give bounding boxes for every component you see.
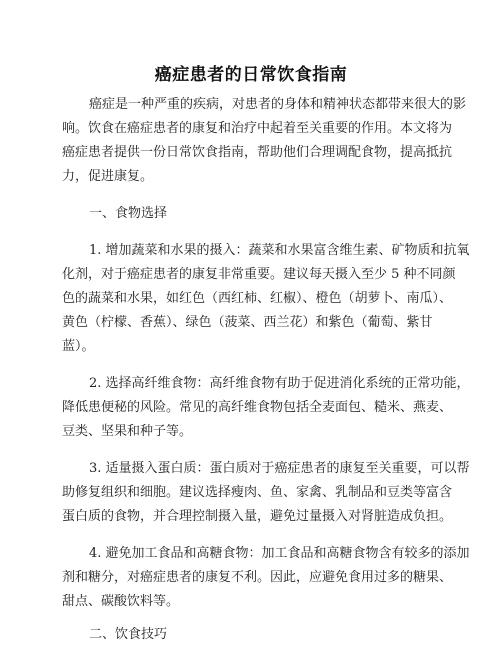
paragraph-line: 癌症是一种严重的疾病，对患者的身体和精神状态都带来很大的影 [89, 97, 467, 112]
section-heading: 二、饮食技巧 [89, 627, 168, 642]
section-heading: 一、食物选择 [89, 206, 168, 221]
paragraph-line: 甜点、碳酸饮料等。 [62, 594, 180, 609]
paragraph-line: 4. 避免加工食品和高糖食物：加工食品和高糖食物含有较多的添加 [89, 546, 470, 561]
paragraph-line: 豆类、坚果和种子等。 [62, 424, 193, 439]
paragraph-line: 2. 选择高纤维食物：高纤维食物有助于促进消化系统的正常功能， [89, 376, 470, 391]
paragraph-line: 黄色（柠檬、香蕉）、绿色（菠菜、西兰花）和紫色（葡萄、紫甘 [62, 315, 433, 330]
paragraph-line: 力，促进康复。 [62, 169, 154, 184]
paragraph-line: 蛋白质的食物，并合理控制摄入量，避免过量摄入对肾脏造成负担。 [62, 509, 453, 524]
paragraph-line: 剂和糖分，对癌症患者的康复不利。因此，应避免食用过多的糖果、 [62, 570, 453, 585]
paragraph-line: 蓝）。 [62, 339, 95, 354]
document-title: 癌症患者的日常饮食指南 [154, 65, 348, 85]
paragraph-line: 化剂，对于癌症患者的康复非常重要。建议每天摄入至少 5 种不同颜 [62, 267, 456, 282]
paragraph-line: 助修复组织和细胞。建议选择瘦肉、鱼、家禽、乳制品和豆类等富含 [62, 485, 453, 500]
paragraph-line: 1. 增加蔬菜和水果的摄入：蔬菜和水果富含维生素、矿物质和抗氧 [89, 243, 470, 258]
paragraph-line: 癌症患者提供一份日常饮食指南，帮助他们合理调配食物，提高抵抗 [62, 145, 453, 160]
paragraph-line: 响。饮食在癌症患者的康复和治疗中起着至关重要的作用。本文将为 [62, 121, 453, 136]
paragraph-line: 色的蔬菜和水果，如红色（西红柿、红椒）、橙色（胡萝卜、南瓜）、 [62, 291, 453, 306]
paragraph-line: 降低患便秘的风险。常见的高纤维食物包括全麦面包、糙米、燕麦、 [62, 400, 453, 415]
paragraph-line: 3. 适量摄入蛋白质：蛋白质对于癌症患者的康复至关重要，可以帮 [89, 461, 470, 476]
